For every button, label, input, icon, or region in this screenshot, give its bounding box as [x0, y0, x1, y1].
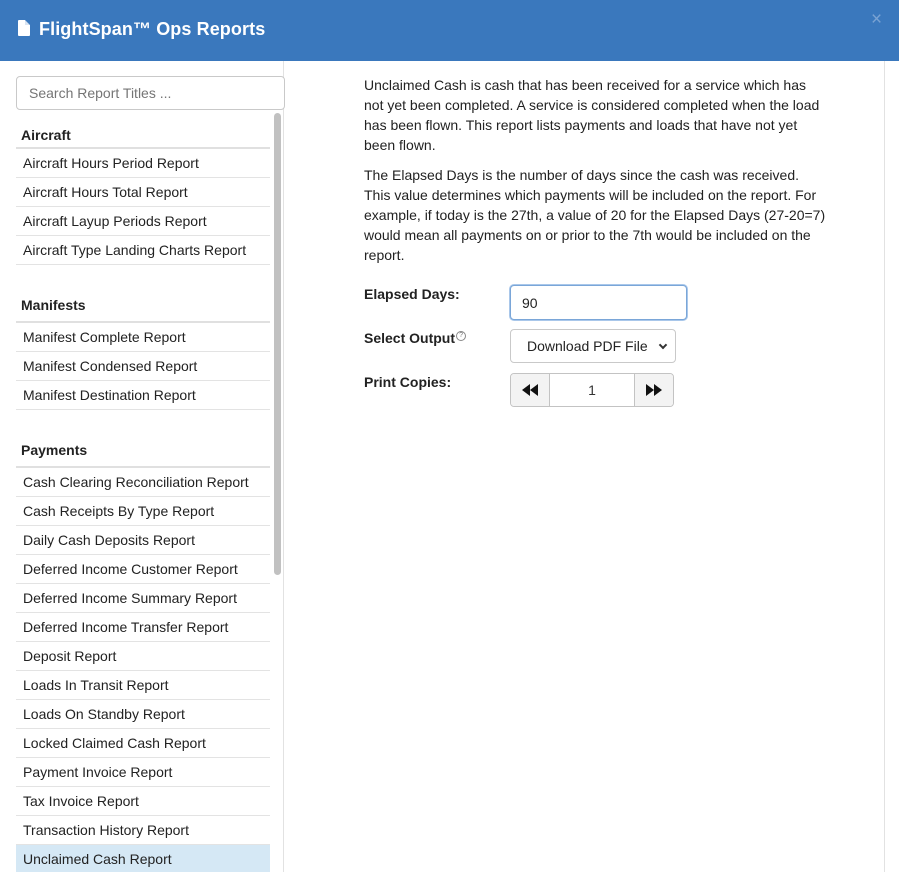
chevron-down-icon — [659, 341, 667, 349]
report-list-item[interactable]: Unclaimed Cash Report — [16, 845, 270, 872]
print-copies-value[interactable]: 1 — [588, 382, 596, 398]
sidebar-scrollbar[interactable] — [273, 113, 282, 873]
output-select[interactable] — [510, 329, 676, 363]
report-list-item[interactable]: Tax Invoice Report — [16, 787, 270, 816]
print-copies-stepper — [510, 373, 674, 407]
report-list-item[interactable]: Manifest Destination Report — [16, 381, 270, 410]
close-icon[interactable]: × — [871, 9, 883, 30]
report-list-item[interactable]: Transaction History Report — [16, 816, 270, 845]
elapsed-days-note: The Elapsed Days is the number of days since the cash was received. This value determines which payments will be included on the report. For example, if today is the 27th, a value of 20 for the Elapsed Days (27-20=7) would mean all payments on or prior to the 7th would be included on the report. — [364, 167, 826, 263]
decrement-button[interactable] — [511, 374, 550, 406]
group-heading-payments: Payments — [16, 428, 270, 468]
report-list-item[interactable]: Deferred Income Summary Report — [16, 584, 270, 613]
select-output-label-text: Select Output — [364, 330, 456, 346]
report-list-item[interactable]: Loads On Standby Report — [16, 700, 270, 729]
report-list-item[interactable]: Aircraft Hours Period Report — [16, 149, 270, 178]
print-copies-label: Print Copies: — [364, 374, 452, 390]
group-heading-aircraft: Aircraft — [16, 112, 270, 149]
modal-title: FlightSpan™ Ops Reports — [39, 19, 266, 39]
report-list-item[interactable]: Deferred Income Customer Report — [16, 555, 270, 584]
report-list-item[interactable]: Deposit Report — [16, 642, 270, 671]
report-list-item[interactable]: Loads In Transit Report — [16, 671, 270, 700]
fast-forward-icon — [646, 384, 662, 396]
select-output-label — [364, 330, 466, 346]
group-spacer — [16, 265, 270, 283]
report-list-item[interactable]: Cash Clearing Reconciliation Report — [16, 468, 270, 497]
fast-backward-icon — [522, 384, 538, 396]
report-list-item[interactable]: Aircraft Hours Total Report — [16, 178, 270, 207]
output-select-value: Download PDF File — [527, 338, 648, 354]
report-list-item[interactable]: Payment Invoice Report — [16, 758, 270, 787]
report-list-item[interactable]: Daily Cash Deposits Report — [16, 526, 270, 555]
report-list-item[interactable]: Aircraft Type Landing Charts Report — [16, 236, 270, 265]
report-list — [16, 112, 270, 872]
increment-button[interactable] — [634, 374, 673, 406]
document-icon — [18, 20, 30, 36]
help-icon[interactable]: ? — [456, 331, 466, 341]
group-heading-manifests: Manifests — [16, 283, 270, 323]
report-description: Unclaimed Cash is cash that has been received for a service which has not yet been completed. A service is considered completed when the load has been flown. This report lists payments and loads that have not yet been flown. — [364, 77, 820, 153]
group-spacer — [16, 410, 270, 428]
report-list-item[interactable]: Locked Claimed Cash Report — [16, 729, 270, 758]
report-search-input[interactable] — [16, 76, 285, 110]
report-list-item[interactable]: Cash Receipts By Type Report — [16, 497, 270, 526]
elapsed-days-label: Elapsed Days: — [364, 286, 460, 302]
scrollbar-thumb[interactable] — [274, 113, 281, 575]
report-list-item[interactable]: Manifest Condensed Report — [16, 352, 270, 381]
report-list-item[interactable]: Manifest Complete Report — [16, 323, 270, 352]
elapsed-days-input[interactable] — [510, 285, 687, 320]
panel-divider — [884, 61, 885, 872]
report-list-item[interactable]: Deferred Income Transfer Report — [16, 613, 270, 642]
report-sidebar — [0, 61, 284, 872]
report-list-item[interactable]: Aircraft Layup Periods Report — [16, 207, 270, 236]
modal-header — [0, 0, 899, 61]
